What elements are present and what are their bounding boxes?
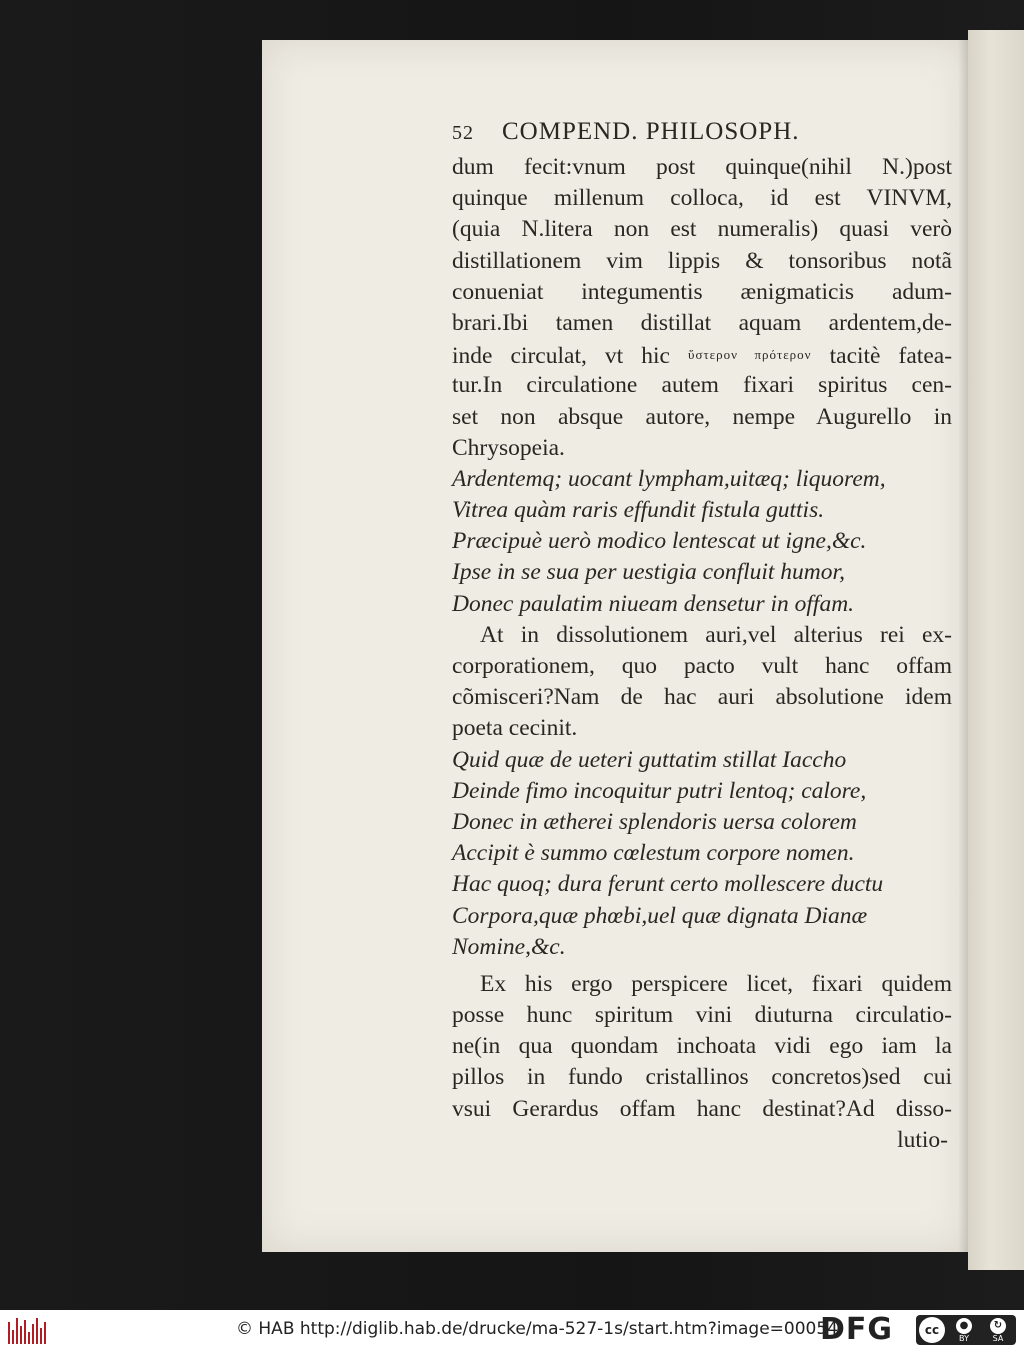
text-line: Ex his ergo perspicere licet, fixari quidem	[480, 970, 952, 997]
source-credit-link[interactable]: © HAB http://diglib.hab.de/drucke/ma-527-1s/start.htm?image=00054	[236, 1319, 838, 1339]
text-line: distillationem vim lippis & tonsoribus notã	[452, 247, 952, 274]
verse-quote-1	[452, 464, 952, 620]
verse-line: Accipit è summo cœlestum corpore nomen.	[452, 840, 855, 867]
text-line-greek	[452, 339, 952, 370]
dfg-logo: DFG	[820, 1312, 894, 1347]
verse-line: Ardentemq; uocant lympham,uitæq; liquorem,	[452, 465, 886, 492]
adjacent-page-edge	[968, 30, 1024, 1270]
cc-icon: cc	[919, 1317, 945, 1343]
text-line: tur.In circulatione autem fixari spiritus cen-	[452, 372, 952, 399]
running-head	[452, 118, 952, 150]
text-line: brari.Ibi tamen distillat aquam ardentem,de-	[452, 309, 952, 336]
by-attribution	[949, 1318, 979, 1343]
share-alike-icon: ↻	[990, 1318, 1006, 1334]
verse-line: Donec in ætherei splendoris uersa colorem	[452, 808, 857, 835]
footer-bar	[0, 1310, 1024, 1350]
sa-label: SA	[992, 1333, 1004, 1343]
running-head-title: COMPEND. PHILOSOPH.	[502, 118, 800, 145]
verse-line: Deinde fimo incoquitur putri lentoq; calore,	[452, 777, 867, 804]
verse-line: Nomine,&c.	[452, 933, 566, 960]
paragraph-1	[452, 152, 952, 464]
book-page	[262, 40, 968, 1252]
page-text-block	[452, 118, 952, 1156]
text-segment: tacitè fatea-	[829, 343, 953, 370]
text-line: ne(in qua quondam inchoata vidi ego iam la	[452, 1033, 952, 1060]
text-line: posse hunc spiritum vini diuturna circulatio-	[452, 1002, 952, 1029]
text-segment: inde circulat, vt hic	[452, 343, 670, 370]
verse-line: Donec paulatim niueam densetur in offam.	[452, 590, 855, 617]
text-line: quinque millenum colloca, id est VINVM,	[452, 185, 952, 212]
text-line: dum fecit:vnum post quinque(nihil N.)post	[452, 154, 952, 180]
verse-line: Præcipuè uerò modico lentescat ut igne,&c.	[452, 528, 867, 555]
text-line: poeta cecinit.	[452, 715, 578, 742]
verse-line: Quid quæ de ueteri guttatim stillat Iaccho	[452, 746, 847, 773]
text-line: (quia N.litera non est numeralis) quasi verò	[452, 216, 952, 243]
paragraph-3	[452, 969, 952, 1125]
cc-license-badge[interactable]	[916, 1315, 1016, 1345]
text-line: pillos in fundo cristallinos concretos)sed cui	[452, 1064, 952, 1091]
paragraph-2	[452, 620, 952, 745]
page-number: 52	[452, 122, 474, 144]
verse-line: Corpora,quæ phœbi,uel quæ dignata Dianæ	[452, 902, 868, 929]
verse-quote-2	[452, 745, 952, 963]
person-icon: ●	[956, 1318, 972, 1334]
text-line: set non absque autore, nempe Augurello in	[452, 403, 952, 430]
text-line: At in dissolutionem auri,vel alterius rei ex-	[480, 621, 952, 648]
text-line: conueniat integumentis ænigmaticis adum-	[452, 278, 952, 305]
by-label: BY	[959, 1333, 969, 1343]
hab-barcode-logo-icon	[8, 1316, 48, 1344]
share-alike	[983, 1318, 1013, 1343]
verse-line: Vitrea quàm raris effundit fistula guttis.	[452, 497, 825, 524]
text-line: cõmisceri?Nam de hac auri absolutione idem	[452, 684, 952, 711]
text-line: vsui Gerardus offam hanc destinat?Ad disso-	[452, 1095, 952, 1122]
catchword: lutio-	[897, 1126, 948, 1153]
text-line: corporationem, quo pacto vult hanc offam	[452, 653, 952, 679]
greek-phrase: ὕστερον πρότερον	[688, 347, 812, 363]
text-line: Chrysopeia.	[452, 434, 565, 461]
verse-line: Ipse in se sua per uestigia confluit humor,	[452, 559, 845, 586]
verse-line: Hac quoq; dura ferunt certo mollescere ductu	[452, 871, 884, 898]
